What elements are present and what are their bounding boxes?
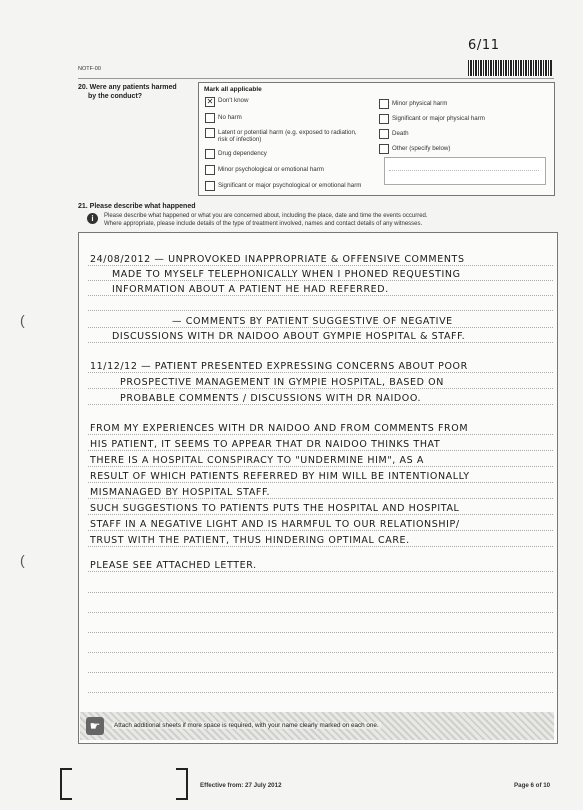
other-specify-rule <box>389 170 539 171</box>
option-no-harm: No harm <box>218 114 242 121</box>
attach-sheets-strip <box>80 712 554 740</box>
handwriting-line: INFORMATION ABOUT A PATIENT HE HAD REFERRED. <box>112 284 389 295</box>
handwriting-line: — COMMENTS BY PATIENT SUGGESTIVE OF NEGATIVE <box>172 316 453 327</box>
q21-title: 21. Please describe what happened <box>78 203 196 210</box>
option-latent-harm-2: risk of infection) <box>218 136 262 143</box>
handwriting-line: SUCH SUGGESTIONS TO PATIENTS PUTS THE HOSPITAL AND HOSPITAL <box>90 503 460 514</box>
handwriting-line: MADE TO MYSELF TELEPHONICALLY WHEN I PHONED REQUESTING <box>112 269 461 280</box>
info-icon: i <box>87 213 98 224</box>
barcode <box>468 60 552 76</box>
checkbox-minor-psych[interactable] <box>205 165 215 175</box>
ruled-line <box>88 372 553 373</box>
ruled-line <box>88 295 553 296</box>
checkbox-drug-dependency[interactable] <box>205 149 215 159</box>
ruled-line <box>88 280 553 281</box>
option-minor-psych: Minor psychological or emotional harm <box>218 166 324 173</box>
handwriting-line: PLEASE SEE ATTACHED LETTER. <box>90 560 257 571</box>
ruled-line <box>88 571 553 572</box>
ruled-line <box>88 692 553 693</box>
q21-info-line2: Where appropriate, please include details of the type of treatment involved, names and contact details of any witnesses. <box>104 221 423 227</box>
checkbox-latent-harm[interactable] <box>205 128 215 138</box>
handwriting-line: HIS PATIENT, IT SEEMS TO APPEAR THAT DR NAIDOO THINKS THAT <box>90 439 441 450</box>
option-death: Death <box>392 130 409 137</box>
punch-mark: ( <box>20 552 25 568</box>
effective-date: Effective from: 27 July 2012 <box>200 782 282 789</box>
corner-bracket-left <box>60 768 72 800</box>
option-minor-physical: Minor physical harm <box>392 100 448 107</box>
handwriting-line: THERE IS A HOSPITAL CONSPIRACY TO "UNDERMINE HIM", AS A <box>90 455 424 466</box>
checkbox-major-psych[interactable] <box>205 181 215 191</box>
ruled-line <box>88 265 553 266</box>
divider <box>78 78 554 79</box>
ruled-line <box>88 612 553 613</box>
handwriting-line: FROM MY EXPERIENCES WITH DR NAIDOO AND FROM COMMENTS FROM <box>90 423 469 434</box>
checkbox-dont-know[interactable]: ✕ <box>206 97 214 106</box>
q20-instruction: Mark all applicable <box>204 86 262 93</box>
ruled-line <box>88 632 553 633</box>
checkbox-death[interactable] <box>379 129 389 139</box>
other-specify-field[interactable] <box>384 157 546 185</box>
q20-title: 20. Were any patients harmed <box>78 84 177 91</box>
ruled-line <box>88 388 553 389</box>
handwriting-line: STAFF IN A NEGATIVE LIGHT AND IS HARMFUL TO OUR RELATIONSHIP/ <box>90 519 460 530</box>
handwriting-line: PROSPECTIVE MANAGEMENT IN GYMPIE HOSPITAL, BASED ON <box>120 377 444 388</box>
option-latent-harm: Latent or potential harm (e.g. exposed to radiation, <box>218 129 357 136</box>
checkbox-minor-physical[interactable] <box>379 99 389 109</box>
page-corner-note: 6/11 <box>468 38 500 53</box>
page-number: Page 6 of 10 <box>514 782 551 789</box>
form-code: NOTF-00 <box>78 66 101 72</box>
ruled-line <box>88 434 553 435</box>
ruled-line <box>88 342 553 343</box>
ruled-line <box>88 310 553 311</box>
handwriting-line: PROBABLE COMMENTS / DISCUSSIONS WITH DR NAIDOO. <box>120 393 422 404</box>
handwriting-line: 24/08/2012 — UNPROVOKED INAPPROPRIATE & OFFENSIVE COMMENTS <box>90 254 465 265</box>
ruled-line <box>88 592 553 593</box>
option-major-psych: Significant or major psychological or emotional harm <box>218 182 362 189</box>
q20-title-2: by the conduct? <box>88 93 143 100</box>
q21-info-line1: Please describe what happened or what you are concerned about, including the place, date and time the events occurred. <box>104 213 428 219</box>
punch-mark: ( <box>20 312 25 328</box>
ruled-line <box>88 482 553 483</box>
q20-box <box>198 82 555 196</box>
checkbox-other[interactable] <box>379 144 389 154</box>
checkbox-major-physical[interactable] <box>379 114 389 124</box>
checkbox-no-harm[interactable] <box>205 113 215 123</box>
ruled-line <box>88 514 553 515</box>
option-major-physical: Significant or major physical harm <box>392 115 485 122</box>
ruled-line <box>88 466 553 467</box>
hand-pointer-icon: ☛ <box>86 717 104 735</box>
ruled-line <box>88 327 553 328</box>
ruled-line <box>88 652 553 653</box>
ruled-line <box>88 498 553 499</box>
ruled-line <box>88 530 553 531</box>
handwriting-line: RESULT OF WHICH PATIENTS REFERRED BY HIM WILL BE INTENTIONALLY <box>90 471 470 482</box>
ruled-line <box>88 672 553 673</box>
corner-bracket-right <box>176 768 188 800</box>
option-drug-dependency: Drug dependency <box>218 150 267 157</box>
ruled-line <box>88 450 553 451</box>
option-other: Other (specify below) <box>392 145 451 152</box>
handwriting-line: 11/12/12 — PATIENT PRESENTED EXPRESSING CONCERNS ABOUT POOR <box>90 361 468 372</box>
ruled-line <box>88 546 553 547</box>
option-dont-know: Don't know <box>218 97 249 104</box>
handwriting-line: DISCUSSIONS WITH DR NAIDOO ABOUT GYMPIE HOSPITAL & STAFF. <box>112 331 466 342</box>
ruled-line <box>88 404 553 405</box>
handwriting-line: TRUST WITH THE PATIENT, THUS HINDERING OPTIMAL CARE. <box>90 535 410 546</box>
handwriting-line: MISMANAGED BY HOSPITAL STAFF. <box>90 487 271 498</box>
attach-sheets-note: Attach additional sheets if more space is required, with your name clearly marked on each one. <box>114 722 379 729</box>
